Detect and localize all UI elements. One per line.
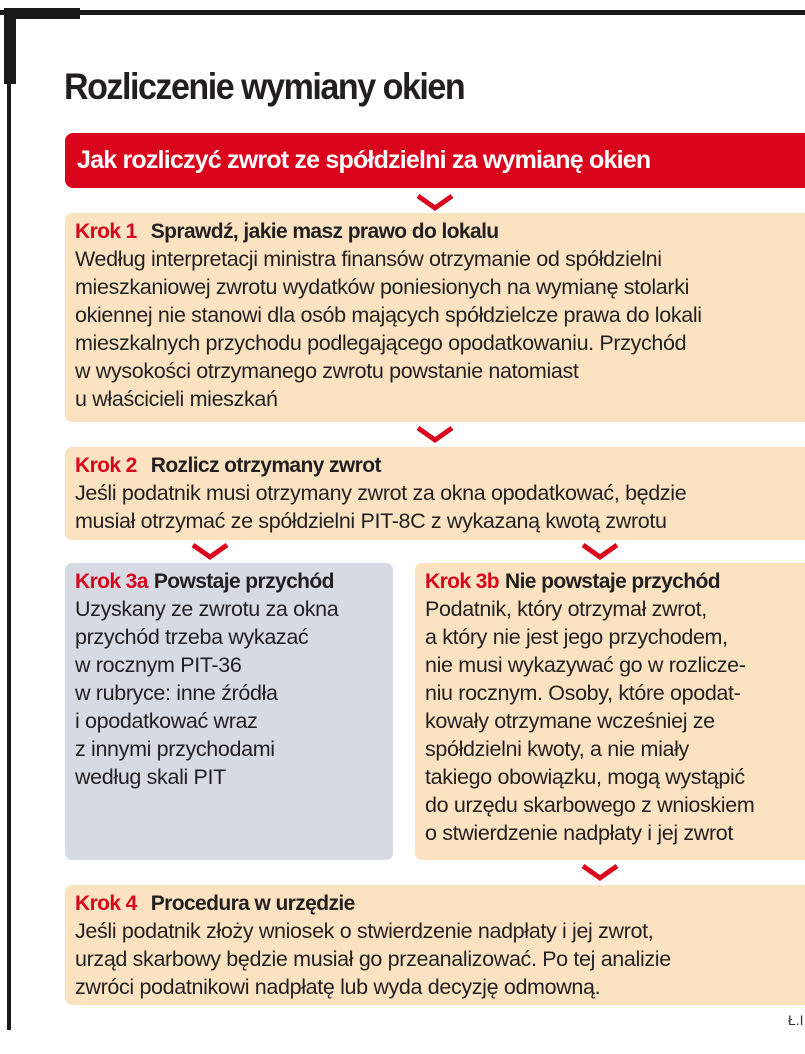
step-title: Powstaje przychód — [153, 570, 334, 593]
step-text-line: zwróci podatnikowi nadpłatę lub wyda decyzję odmowną. — [75, 975, 601, 999]
step-title: Nie powstaje przychód — [505, 570, 720, 593]
step-text-line: Jeśli podatnik złoży wniosek o stwierdzenie nadpłaty i jej zwrot, — [75, 919, 654, 943]
step-title: Sprawdź, jakie masz prawo do lokalu — [150, 220, 499, 243]
step-heading — [425, 569, 805, 595]
step-heading — [75, 453, 805, 479]
step-text-line: przychód trzeba wykazać — [75, 625, 309, 649]
step-3a — [65, 563, 393, 860]
step-text-line: o stwierdzenie nadpłaty i jej zwrot — [425, 821, 734, 845]
step-label: Krok 1 — [75, 220, 137, 243]
step-label: Krok 3a — [75, 570, 148, 593]
step-heading — [75, 891, 805, 917]
step-4 — [65, 885, 805, 1005]
step-text-line: w wysokości otrzymanego zwrotu powstanie natomiast — [75, 359, 579, 383]
frame-corner — [4, 8, 16, 84]
step-text-line: takiego obowiązku, mogą wystąpić — [425, 765, 745, 789]
step-heading — [75, 219, 805, 245]
step-1 — [65, 213, 805, 422]
step-text-line: musiał otrzymać ze spółdzielni PIT-8C z wykazaną kwotą zwrotu — [75, 509, 667, 533]
frame-corner — [4, 8, 80, 19]
banner: Jak rozliczyć zwrot ze spółdzielni za wymianę okien — [65, 133, 805, 188]
arrow-down-icon — [415, 192, 455, 212]
step-3b — [415, 563, 805, 860]
step-text-line: kowały otrzymane wcześniej ze — [425, 709, 715, 733]
page-title: Rozliczenie wymiany okien — [64, 66, 465, 107]
frame-top-rule — [0, 10, 805, 15]
step-text-line: i opodatkować wraz — [75, 709, 258, 733]
step-text-line: a który nie jest jego przychodem, — [425, 625, 728, 649]
step-text-line: spółdzielni kwoty, a nie miały — [425, 737, 689, 761]
arrow-down-icon — [415, 424, 455, 444]
step-text-line: Według interpretacji ministra finansów otrzymanie od spółdzielni — [75, 247, 662, 271]
step-label: Krok 2 — [75, 454, 137, 477]
step-label: Krok 4 — [75, 892, 137, 915]
step-text-line: do urzędu skarbowego z wnioskiem — [425, 793, 755, 817]
step-title: Rozlicz otrzymany zwrot — [150, 454, 381, 477]
step-heading — [75, 569, 383, 595]
step-text-line: mieszkaniowej zwrotu wydatków poniesionych na wymianę stolarki — [75, 275, 690, 299]
arrow-down-icon — [580, 541, 620, 561]
step-text-line: Uzyskany ze zwrotu za okna — [75, 597, 339, 621]
step-text-line: okiennej nie stanowi dla osób mających spółdzielcze prawa do lokali — [75, 303, 702, 327]
step-text-line: mieszkalnych przychodu podlegającego opodatkowaniu. Przychód — [75, 331, 687, 355]
step-text-line: w rubryce: inne źródła — [75, 681, 278, 705]
step-text-line: według skali PIT — [75, 765, 226, 789]
author-credit: Ł.I — [788, 1012, 804, 1028]
step-text-line: Jeśli podatnik musi otrzymany zwrot za okna opodatkować, będzie — [75, 481, 687, 505]
step-text-line: urząd skarbowy będzie musiał go przeanalizować. Po tej analizie — [75, 947, 671, 971]
step-text-line: w rocznym PIT-36 — [75, 653, 242, 677]
frame-left-rule — [7, 80, 11, 1030]
step-text-line: nie musi wykazywać go w rozlicze- — [425, 653, 746, 677]
step-title: Procedura w urzędzie — [150, 892, 355, 915]
step-text-line: z innymi przychodami — [75, 737, 275, 761]
step-label: Krok 3b — [425, 570, 499, 593]
step-2 — [65, 447, 805, 540]
step-text-line: Podatnik, który otrzymał zwrot, — [425, 597, 707, 621]
step-text-line: u właścicieli mieszkań — [75, 387, 278, 411]
step-text-line: niu rocznym. Osoby, które opodat- — [425, 681, 741, 705]
arrow-down-icon — [580, 862, 620, 882]
arrow-down-icon — [190, 541, 230, 561]
